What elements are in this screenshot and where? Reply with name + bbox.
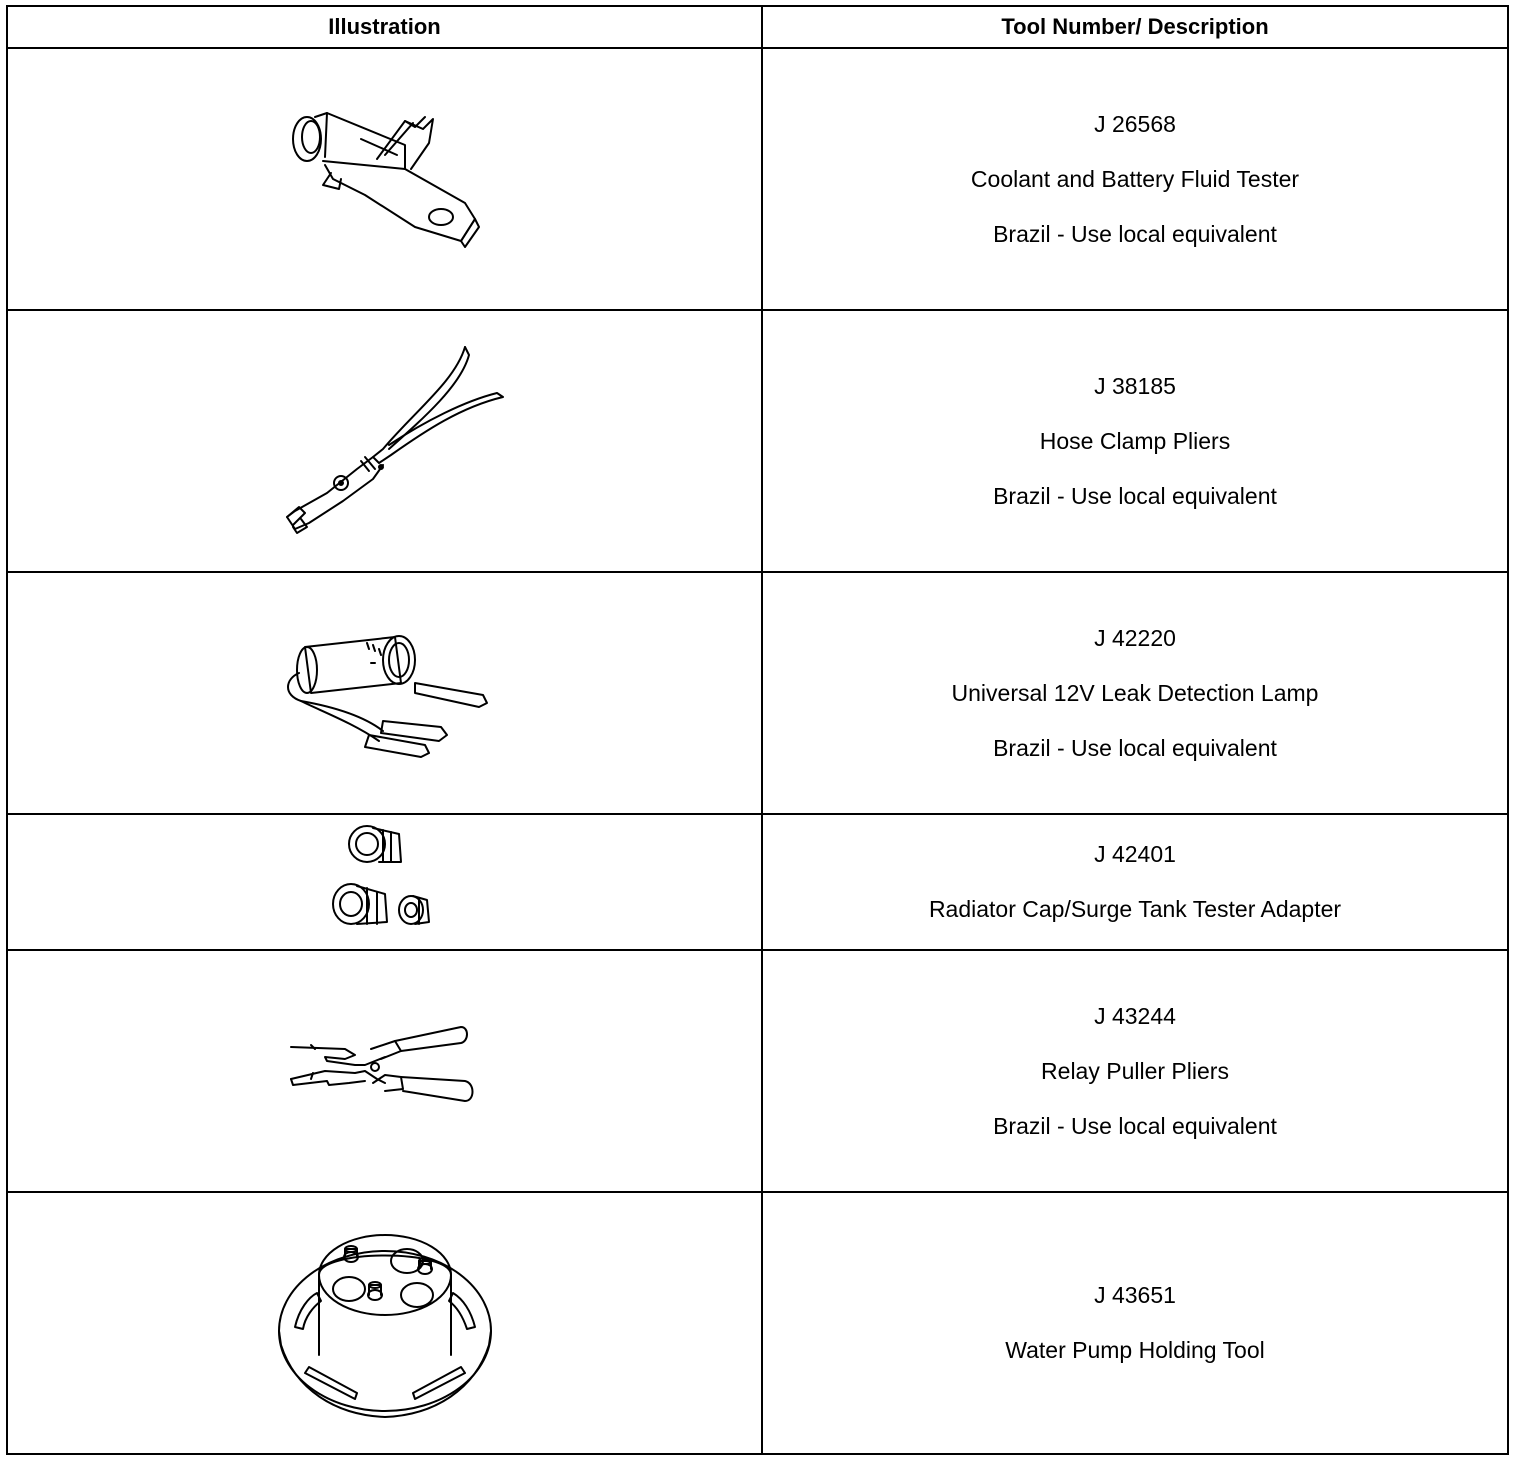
hose-clamp-pliers-icon	[265, 341, 505, 541]
illustration-cell	[7, 814, 762, 950]
illustration-cell	[7, 310, 762, 572]
tool-number: J 43651	[1094, 1282, 1176, 1308]
table-row	[7, 814, 1508, 950]
tool-number: J 43244	[1094, 1002, 1176, 1029]
illustration-cell	[7, 48, 762, 310]
table-row	[7, 48, 1508, 310]
tool-description: Coolant and Battery Fluid Tester	[970, 165, 1300, 192]
water-pump-holding-tool-icon	[265, 1223, 505, 1423]
description-cell	[762, 572, 1508, 814]
tool-note: Brazil - Use local equivalent	[993, 220, 1277, 247]
tool-note: Brazil - Use local equivalent	[993, 1112, 1277, 1139]
description-cell	[762, 950, 1508, 1192]
tool-note: Brazil - Use local equivalent	[993, 734, 1277, 761]
tool-number: J 38185	[1094, 372, 1176, 399]
illustration-cell	[7, 950, 762, 1192]
tool-description: Water Pump Holding Tool	[1005, 1337, 1265, 1363]
illustration-cell	[7, 1192, 762, 1454]
tool-description: Relay Puller Pliers	[1041, 1057, 1229, 1084]
table-row	[7, 1192, 1508, 1454]
description-cell	[762, 310, 1508, 572]
table-row	[7, 950, 1508, 1192]
tool-note: Brazil - Use local equivalent	[993, 482, 1277, 509]
illustration-cell	[7, 572, 762, 814]
description-cell	[762, 48, 1508, 310]
tool-number: J 26568	[1094, 110, 1176, 137]
description-cell	[762, 1192, 1508, 1454]
tool-number: J 42401	[1094, 841, 1176, 867]
tool-description: Universal 12V Leak Detection Lamp	[951, 679, 1319, 706]
tool-description: Hose Clamp Pliers	[1039, 427, 1231, 454]
tool-number: J 42220	[1094, 624, 1176, 651]
tester-adapter-set-icon	[315, 822, 455, 942]
table-row	[7, 310, 1508, 572]
table-header-row	[7, 6, 1508, 48]
description-cell	[762, 814, 1508, 950]
leak-detection-lamp-icon	[265, 623, 505, 763]
table-row	[7, 572, 1508, 814]
description-column-header: Tool Number/ Description	[762, 6, 1508, 48]
illustration-column-header: Illustration	[7, 6, 762, 48]
tool-description: Radiator Cap/Surge Tank Tester Adapter	[928, 896, 1342, 922]
coolant-battery-fluid-tester-icon	[265, 99, 505, 259]
relay-puller-pliers-icon	[285, 1021, 485, 1121]
special-tools-table	[6, 5, 1509, 1455]
